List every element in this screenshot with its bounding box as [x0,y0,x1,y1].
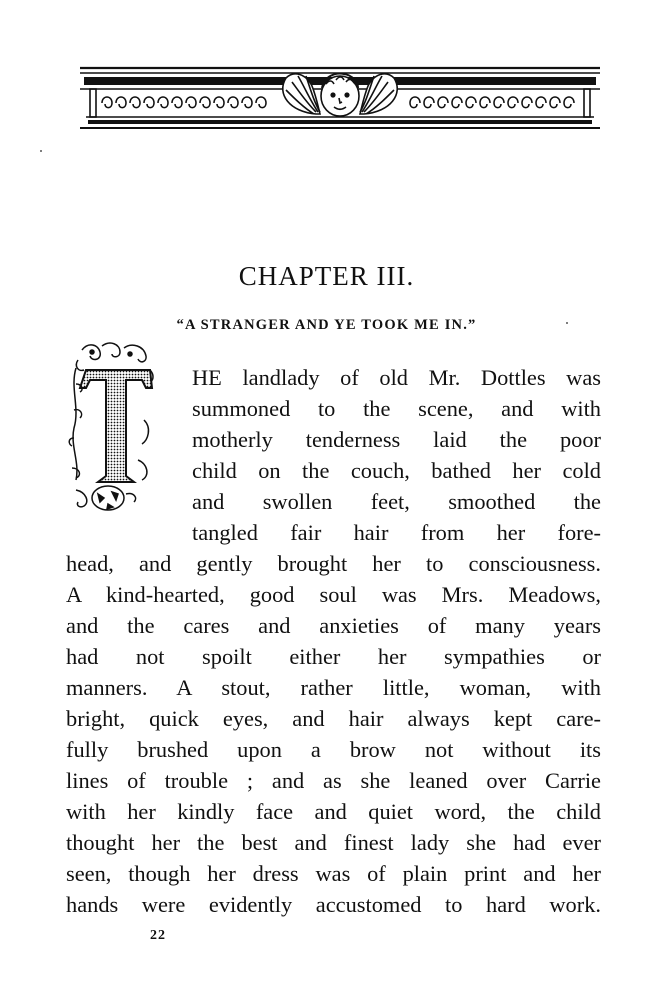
body-line: seen, though her dress was of plain print and her [66,861,601,886]
body-line: manners. A stout, rather little, woman, with [66,675,601,700]
body-line: tangled fair hair from her fore- [192,520,601,545]
body-line: A kind-hearted, good soul was Mrs. Meadows, [66,582,601,607]
chapter-epigraph: “A STRANGER AND YE TOOK ME IN.” [176,317,477,333]
body-line: and the cares and anxieties of many years [66,613,601,638]
drop-cap-letter: T [68,340,69,341]
body-line: head, and gently brought her to consciousness. [66,551,601,576]
body-line: with her kindly face and quiet word, the child [66,799,601,824]
body-line: had not spoilt either her sympathies or [66,644,601,669]
body-line: thought her the best and finest lady she had ever [66,830,601,855]
body-line: fully brushed upon a brow not without its [66,737,601,762]
page-number: 22 [150,928,166,943]
body-line: hands were evidently accustomed to hard work. [66,892,601,917]
body-line: HE landlady of old Mr. Dottles was [192,365,601,390]
body-line: bright, quick eyes, and hair always kept care- [66,706,601,731]
body-line: lines of trouble ; and as she leaned over Carrie [66,768,601,793]
chapter-title: CHAPTER III. [238,261,415,291]
body-line: summoned to the scene, and with [192,396,601,421]
paper-speck [40,150,42,152]
body-line: child on the couch, bathed her cold [192,458,601,483]
paper-speck [566,322,568,324]
body-line: motherly tenderness laid the poor [192,427,601,452]
headpiece-ornament [80,64,600,132]
body-line: and swollen feet, smoothed the [192,489,601,514]
body-text [66,362,601,920]
